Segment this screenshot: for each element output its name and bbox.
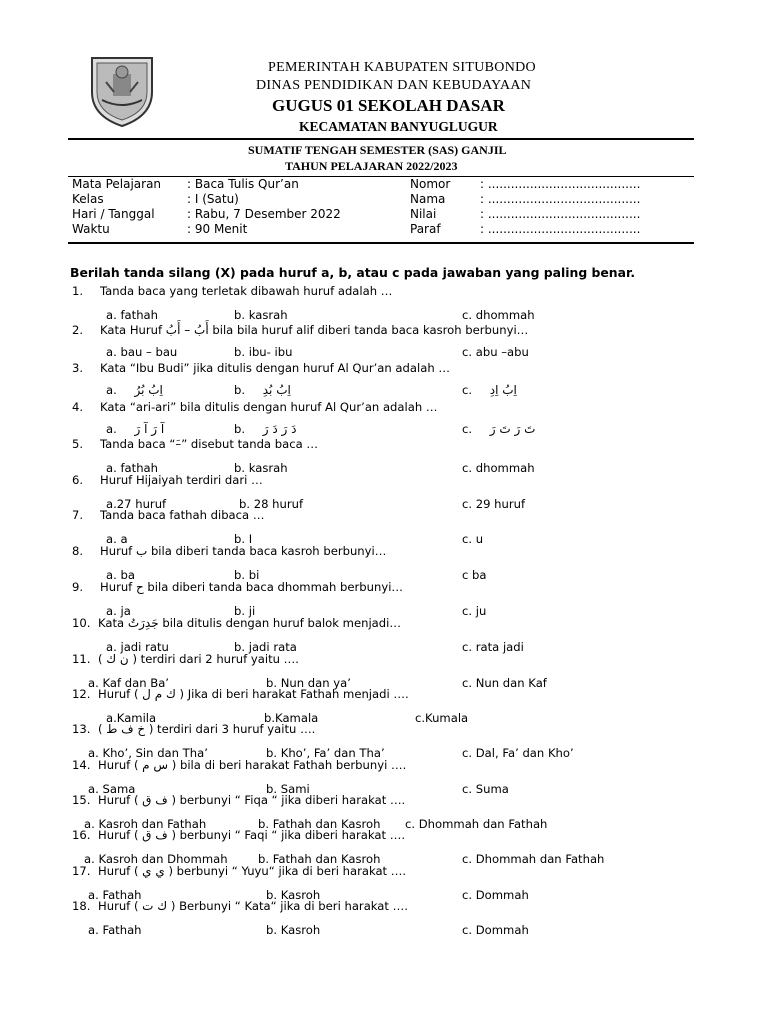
question-text-cont: ) Jika di beri harakat Fathah menjadi …. [179, 687, 409, 701]
question-text: Huruf Hijaiyah terdiri dari … [100, 473, 263, 487]
question-text-cont: ) bila di beri harakat Fathah berbunyi …. [171, 758, 407, 772]
question-text: Tanda baca yang terletak dibawah huruf adalah … [100, 284, 393, 298]
question-number: 2. [72, 323, 84, 337]
option-label: c. Dommah [462, 888, 529, 902]
option-b [234, 308, 288, 322]
question-text-cont: bila diberi tanda baca kasroh berbunyi… [150, 544, 387, 558]
option-label: c. dhommah [462, 308, 535, 322]
option-label: c. Dommah [462, 923, 529, 937]
option-c [462, 676, 547, 690]
question-2 [72, 323, 528, 337]
option-label: a. Kasroh dan Fathah [84, 817, 207, 831]
question-text: Kata “Ibu Budi” jika ditulis dengan huruf Al Qur’an adalah … [100, 361, 450, 375]
question-number: 18. [72, 899, 91, 913]
option-label: c. Dhommah dan Fathah [462, 852, 605, 866]
question-10 [72, 616, 401, 630]
option-label: b. I [234, 532, 253, 546]
option-label: a.Kamila [106, 711, 157, 725]
question-text: Kata “ari-ari” bila ditulis dengan huruf Al Qur’an adalah … [100, 400, 438, 414]
arabic-text: ك ت [142, 899, 168, 913]
option-label: c. dhommah [462, 461, 535, 475]
info-value-signature: : ........................................ [480, 222, 641, 236]
option-b [234, 345, 292, 359]
exam-year: TAHUN PELAJARAN 2022/2023 [285, 159, 458, 173]
info-value-time: : 90 Menit [187, 222, 248, 236]
question-number: 1. [72, 284, 84, 298]
option-label: a. jadi ratu [106, 640, 169, 654]
option-label: b. [234, 422, 246, 436]
question-number: 13. [72, 722, 91, 736]
question-12 [72, 687, 409, 701]
option-label: b. kasrah [234, 461, 288, 475]
header-line-3: GUGUS 01 SEKOLAH DASAR [272, 96, 505, 115]
arabic-text: جَدِرَتُ [127, 616, 159, 630]
question-text-cont: bila bila huruf alif diberi tanda baca kasroh berbunyi… [212, 323, 529, 337]
option-label: a. [106, 383, 117, 397]
option-arabic: اِبُ بُدِ [262, 383, 291, 397]
option-c [462, 345, 529, 359]
question-9 [72, 580, 403, 594]
option-a [106, 345, 177, 359]
option-label: b. Fathah dan Kasroh [258, 817, 381, 831]
info-value-number: : ........................................ [480, 177, 641, 191]
header-line-2: DINAS PENDIDIKAN DAN KEBUDAYAAN [256, 78, 532, 93]
question-1 [72, 284, 392, 298]
option-label: a. fathah [106, 308, 159, 322]
option-c [462, 532, 483, 546]
info-label-name: Nama [410, 192, 446, 206]
option-label: c ba [462, 568, 487, 582]
option-label: b. Kasroh [266, 923, 321, 937]
option-label: c. abu –abu [462, 345, 529, 359]
question-16 [72, 828, 405, 842]
arabic-text: ك م ل [142, 687, 176, 701]
question-text: Kata [98, 616, 125, 630]
question-text: ( [98, 722, 103, 736]
question-number: 6. [72, 473, 84, 487]
option-label: b. jadi rata [234, 640, 297, 654]
question-number: 12. [72, 687, 91, 701]
info-value-date: : Rabu, 7 Desember 2022 [187, 207, 341, 221]
info-value-class: : I (Satu) [187, 192, 239, 206]
regency-logo [88, 52, 156, 128]
option-label: c. Suma [462, 782, 509, 796]
info-label-time: Waktu [72, 222, 110, 236]
question-text-cont: ) berbunyi “ Fiqa “ jika diberi harakat …. [171, 793, 406, 807]
question-number: 5. [72, 437, 84, 451]
option-c [415, 711, 468, 725]
question-text: Huruf [100, 580, 133, 594]
question-3 [72, 361, 450, 375]
option-c [462, 852, 604, 866]
option-c [462, 604, 486, 618]
question-text: Kata Huruf [100, 323, 163, 337]
arabic-text: أَبُ – أَبُ [165, 323, 209, 337]
arabic-text: س م [142, 758, 169, 772]
question-text-cont: ) berbunyi “ Yuyu“ jika di beri harakat …. [168, 864, 407, 878]
question-text-cont: ) terdiri dari 3 huruf yaitu …. [148, 722, 316, 736]
question-text: Huruf [100, 544, 133, 558]
question-13 [72, 722, 315, 736]
question-text: ( [98, 652, 103, 666]
option-label: a. [106, 422, 117, 436]
info-value-subject: : Baca Tulis Qur’an [187, 177, 299, 191]
option-label: b. ji [234, 604, 256, 618]
question-number: 17. [72, 864, 91, 878]
option-label: a. Kasroh dan Dhommah [84, 852, 228, 866]
arabic-text: ح [135, 580, 144, 594]
question-4 [72, 400, 437, 414]
option-c [462, 923, 529, 937]
option-label: a. a [106, 532, 128, 546]
option-label: c. ju [462, 604, 487, 618]
question-number: 14. [72, 758, 91, 772]
option-label: a. Sama [88, 782, 136, 796]
question-number: 10. [72, 616, 91, 630]
arabic-text: ي ي [142, 864, 165, 878]
option-a [106, 422, 164, 436]
question-text: Tanda baca fathah dibaca … [100, 508, 265, 522]
option-c [462, 888, 529, 902]
option-label: a. Fathah [88, 923, 142, 937]
option-label: a. Kho’, Sin dan Tha’ [88, 746, 208, 760]
option-label: c. Dhommah dan Fathah [405, 817, 548, 831]
header-line-1: PEMERINTAH KABUPATEN SITUBONDO [268, 60, 536, 75]
question-number: 4. [72, 400, 84, 414]
option-arabic: تَ رَ تَ رَ [489, 422, 536, 436]
option-label: c. u [462, 532, 484, 546]
question-15 [72, 793, 405, 807]
question-number: 11. [72, 652, 91, 666]
option-label: b.Kamala [264, 711, 319, 725]
arabic-text: خ ف ط [106, 722, 146, 736]
option-label: a. Kaf dan Ba’ [88, 676, 169, 690]
option-label: c. rata jadi [462, 640, 524, 654]
option-c [405, 817, 547, 831]
option-arabic: اِبُ بُرُ [134, 383, 163, 397]
option-label: b. [234, 383, 246, 397]
option-label: a. Fathah [88, 888, 142, 902]
question-18 [72, 899, 408, 913]
option-arabic: اِبُ اِدِ [489, 383, 517, 397]
question-6 [72, 473, 263, 487]
info-value-name: : ........................................ [480, 192, 641, 206]
header-line-4: KECAMATAN BANYUGLUGUR [299, 119, 498, 134]
option-label: c. 29 huruf [462, 497, 526, 511]
option-label: c. [462, 383, 473, 397]
option-a [106, 308, 158, 322]
option-label: a. ba [106, 568, 135, 582]
question-text: Huruf ( [98, 687, 139, 701]
info-divider-bottom [68, 242, 694, 244]
option-b [266, 923, 320, 937]
option-label: b. Sami [266, 782, 310, 796]
option-label: a. bau – bau [106, 345, 178, 359]
question-text: Tanda baca “–َ” disebut tanda baca … [100, 437, 318, 451]
option-label: a. ja [106, 604, 131, 618]
arabic-text: ب [135, 544, 148, 558]
option-c [462, 422, 535, 436]
option-label: b. Fathah dan Kasroh [258, 852, 381, 866]
question-text-cont: ) terdiri dari 2 huruf yaitu …. [132, 652, 299, 666]
option-b [234, 383, 291, 397]
option-c [462, 497, 525, 511]
question-text: Huruf ( [98, 899, 139, 913]
option-label: b. Nun dan ya’ [266, 676, 351, 690]
question-text-cont: bila ditulis dengan huruf balok menjadi… [162, 616, 401, 630]
option-c [462, 782, 509, 796]
option-c [462, 568, 487, 582]
question-number: 3. [72, 361, 84, 375]
info-label-signature: Paraf [410, 222, 441, 236]
option-label: c. Nun dan Kaf [462, 676, 547, 690]
option-c [462, 308, 535, 322]
option-label: b. bi [234, 568, 260, 582]
question-8 [72, 544, 386, 558]
exam-title: SUMATIF TENGAH SEMESTER (SAS) GANJIL [248, 143, 507, 157]
option-label: b. kasrah [234, 308, 288, 322]
option-label: c. [462, 422, 473, 436]
info-label-subject: Mata Pelajaran [72, 177, 162, 191]
question-7 [72, 508, 264, 522]
question-number: 9. [72, 580, 84, 594]
arabic-text: ف ق [142, 793, 168, 807]
question-number: 8. [72, 544, 84, 558]
option-label: b. 28 huruf [239, 497, 304, 511]
option-arabic: دَ رَ دَ رَ [262, 422, 297, 436]
info-label-score: Nilai [410, 207, 437, 221]
option-a [106, 383, 163, 397]
option-label: b. Kho’, Fa’ dan Tha’ [266, 746, 385, 760]
option-label: b. Kasroh [266, 888, 321, 902]
question-text: Huruf ( [98, 758, 139, 772]
question-17 [72, 864, 406, 878]
header-divider-thick [68, 138, 694, 140]
question-11 [72, 652, 299, 666]
info-value-score: : ........................................ [480, 207, 641, 221]
question-number: 7. [72, 508, 84, 522]
question-text-cont: bila diberi tanda baca dhommah berbunyi… [147, 580, 404, 594]
option-b [234, 422, 296, 436]
info-label-number: Nomor [410, 177, 451, 191]
option-label: b. ibu- ibu [234, 345, 293, 359]
question-number: 16. [72, 828, 91, 842]
question-text: Huruf ( [98, 793, 139, 807]
question-text: Huruf ( [98, 828, 139, 842]
option-c [462, 383, 517, 397]
info-label-date: Hari / Tanggal [72, 207, 155, 221]
option-c [462, 461, 535, 475]
option-label: c.Kumala [415, 711, 469, 725]
question-text-cont: ) Berbunyi “ Kata“ jika di beri harakat …. [170, 899, 408, 913]
option-a [88, 923, 142, 937]
arabic-text: ن ك [106, 652, 129, 666]
info-label-class: Kelas [72, 192, 104, 206]
option-label: a. fathah [106, 461, 159, 475]
instruction: Berilah tanda silang (X) pada huruf a, b, atau c pada jawaban yang paling benar. [70, 265, 636, 280]
option-label: a.27 huruf [106, 497, 167, 511]
option-c [462, 746, 574, 760]
question-text: Huruf ( [98, 864, 139, 878]
question-number: 15. [72, 793, 91, 807]
option-arabic: آ رَ آ رَ [134, 422, 165, 436]
question-text-cont: ) berbunyi “ Faqi “ jika diberi harakat …. [171, 828, 406, 842]
option-label: c. Dal, Fa’ dan Kho’ [462, 746, 574, 760]
arabic-text: ف ق [142, 828, 168, 842]
question-14 [72, 758, 406, 772]
question-5 [72, 437, 318, 451]
option-c [462, 640, 524, 654]
